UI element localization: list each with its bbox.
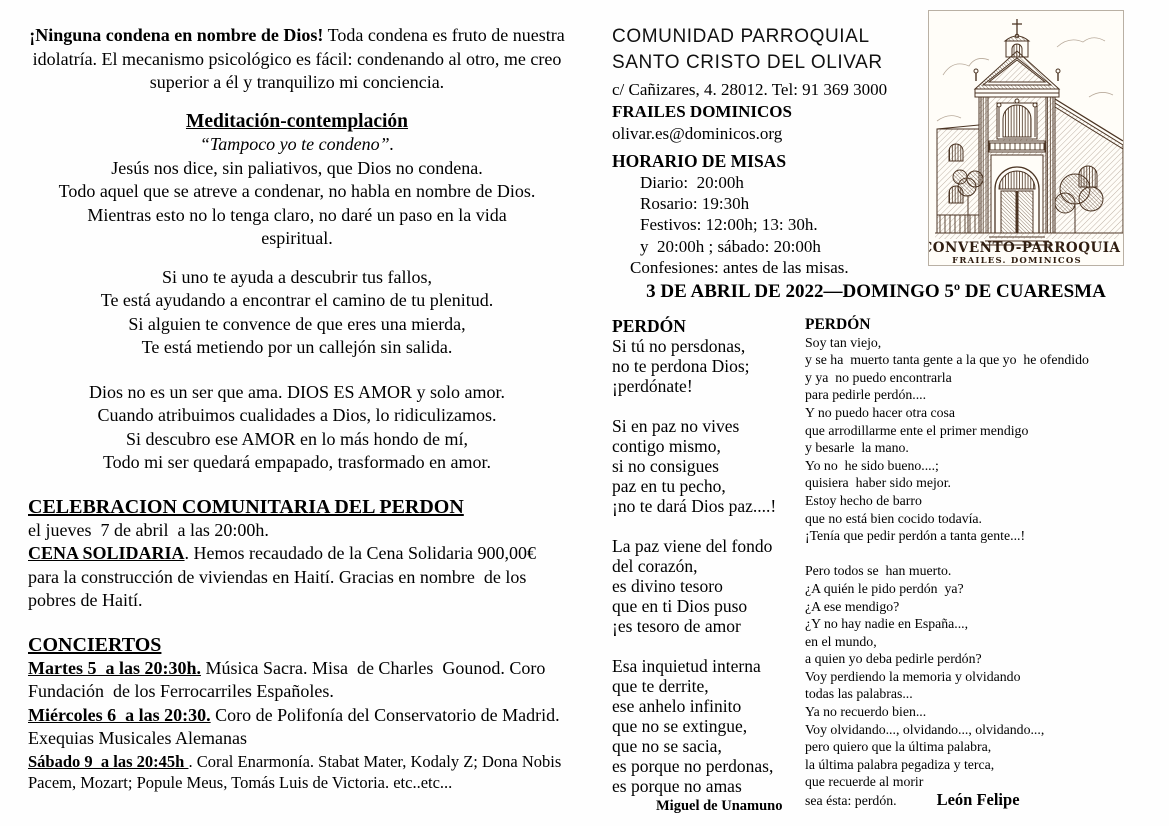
text-line: Pero todos se han muerto. — [805, 563, 952, 579]
celebracion-heading: CELEBRACION COMUNITARIA DEL PERDON — [28, 495, 464, 518]
text-line: y ya no puedo encontrarla — [805, 369, 952, 385]
meditation-stanza2 — [28, 266, 566, 360]
text-line: es porque no perdonas, — [612, 756, 774, 776]
meditation-quote: “Tampoco yo te condeno”. — [199, 134, 395, 154]
concierto-martes-lead: Martes 5 a las 20:30h. — [28, 657, 201, 678]
text-line: ¡es tesoro de amor — [612, 616, 741, 636]
poem-leon-felipe-lastwords: sea ésta: perdón. — [805, 793, 897, 809]
text-line: ¡Tenía que pedir perdón a tanta gente...! — [805, 528, 1026, 544]
text-line: Mientras esto no lo tenga claro, no daré un paso en la vida — [87, 204, 507, 225]
poem-leon-felipe-author: León Felipe — [936, 790, 1020, 810]
text-line — [805, 545, 1155, 563]
poem-leon-felipe-heading: PERDÓN — [805, 316, 871, 333]
parish-name-line2: SANTO CRISTO DEL OLIVAR — [612, 52, 883, 73]
text-line: Diario: 20:00h — [640, 173, 744, 192]
church-caption-line1: CONVENTO-PARROQUIA — [929, 240, 1121, 256]
text-line: Yo no he sido bueno....; — [805, 457, 939, 473]
date-heading: 3 DE ABRIL DE 2022—DOMINGO 5º DE CUARESMA — [646, 281, 1106, 302]
text-line: no te perdona Dios; — [612, 356, 750, 376]
text-line: para pedirle perdón.... — [805, 387, 927, 403]
text-line: paz en tu pecho, — [612, 476, 726, 496]
parish-email: olivar.es@dominicos.org — [612, 124, 783, 143]
text-line: La paz viene del fondo — [612, 536, 773, 556]
concierto-miercoles — [28, 704, 566, 751]
text-line: y 20:00h ; sábado: 20:00h — [640, 236, 821, 256]
concierto-sabado-lead: Sábado 9 a las 20:45h — [28, 751, 189, 771]
text-line: Soy tan viejo, — [805, 334, 882, 350]
text-line: Festivos: 12:00h; 13: 30h. — [640, 215, 818, 235]
text-line: si no consigues — [612, 456, 719, 476]
text-line: espiritual. — [261, 228, 333, 248]
text-line: Jesús nos dice, sin paliativos, que Dios no condena. — [111, 157, 483, 178]
text-line: Voy perdiendo la memoria y olvidando — [805, 668, 1021, 684]
concierto-martes-rest: Música Sacra. Misa de Charles Gounod. Coro Fundación de los Ferrocarriles Españoles. — [28, 657, 550, 701]
poem-unamuno — [612, 316, 805, 816]
parish-address: c/ Cañizares, 4. 28012. Tel: 91 369 3000 — [612, 80, 888, 99]
text-line: Todo aquel que se atreve a condenar, no habla en nombre de Dios. — [58, 181, 536, 201]
text-line: Rosario: 19:30h — [640, 194, 750, 214]
text-line: ese anhelo infinito — [612, 696, 742, 716]
belfry-dome — [1005, 36, 1029, 41]
cena-solidaria-paragraph — [28, 542, 566, 613]
concierto-miercoles-lead: Miércoles 6 a las 20:30. — [28, 704, 211, 725]
mass-schedule-heading: HORARIO DE MISAS — [612, 151, 787, 171]
intro-lead: ¡Ninguna condena en nombre de Dios! — [29, 25, 324, 45]
concierto-sabado-rest: . Coral Enarmonía. Stabat Mater, Kodaly Z; Dona Nobis Pacem, Mozart; Popule Meus, Tomás Luis de Victoria. etc..etc... — [28, 751, 566, 792]
cross-finial — [1012, 19, 1022, 35]
text-line: ¿Y no hay nadie en España..., — [805, 616, 969, 632]
text-line: en el mundo, — [805, 633, 877, 649]
text-line: Cuando atribuimos cualidades a Dios, lo ridiculizamos. — [97, 405, 497, 425]
text-line: que recuerde al morir — [805, 774, 924, 790]
text-line: y besarle la mano. — [805, 440, 909, 456]
text-line: ¿A ese mendigo? — [805, 598, 900, 614]
mass-schedule — [612, 150, 849, 278]
text-line: todas las palabras... — [805, 686, 913, 702]
text-line — [612, 636, 805, 656]
text-line: Si en paz no vives — [612, 416, 740, 436]
conciertos-section — [28, 633, 566, 793]
text-line: que te derrite, — [612, 676, 709, 696]
text-line: del corazón, — [612, 556, 698, 576]
text-line: que no está bien cocido todavía. — [805, 510, 983, 526]
parish-info — [612, 79, 887, 145]
text-line: Todo mi ser quedará empapado, trasformado en amor. — [102, 452, 492, 472]
text-line: Si alguien te convence de que eres una mierda, — [128, 313, 466, 334]
text-line: Y no puedo hacer otra cosa — [805, 404, 956, 420]
text-line: ¡perdónate! — [612, 376, 693, 396]
text-line: es divino tesoro — [612, 576, 723, 596]
text-line: Si descubro ese AMOR en lo más hondo de mí, — [126, 428, 468, 449]
church-caption-line2: FRAILES. DOMINICOS — [952, 256, 1082, 265]
poem-leon-felipe — [805, 316, 1155, 810]
cena-solidaria-lead: CENA SOLIDARIA — [28, 543, 185, 563]
text-line: Ya no recuerdo bien... — [805, 704, 927, 720]
text-line: a quien yo deba pedirle perdón? — [805, 651, 982, 667]
text-line: ¡no te dará Dios paz....! — [612, 496, 777, 516]
text-line: ¿A quién le pido perdón ya? — [805, 580, 964, 596]
celebracion-date-line: el jueves 7 de abril a las 20:00h. — [28, 519, 269, 540]
poem-unamuno-author: Miguel de Unamuno — [656, 798, 783, 814]
celebracion-section — [28, 495, 566, 613]
parish-header — [612, 24, 887, 145]
poem-unamuno-heading: PERDÓN — [612, 316, 686, 336]
poem-unamuno-lines — [612, 336, 805, 796]
text-line: Voy olvidando..., olvidando..., olvidando..., — [805, 721, 1045, 737]
concierto-martes — [28, 657, 566, 704]
mass-schedule-lines — [612, 172, 849, 278]
text-line: la última palabra pegadiza y terca, — [805, 756, 995, 772]
text-line: contigo mismo, — [612, 436, 721, 456]
intro-paragraph — [28, 24, 570, 95]
concierto-miercoles-rest: Coro de Polifonía del Conservatorio de Madrid. Exequias Musicales Alemanas — [28, 704, 565, 748]
text-line: Te está metiendo por un callejón sin salida. — [141, 337, 453, 357]
conciertos-heading: CONCIERTOS — [28, 633, 162, 656]
text-line: que no se extingue, — [612, 716, 748, 736]
text-line: que arrodillarme ente el primer mendigo — [805, 422, 1029, 438]
text-line — [612, 516, 805, 536]
intro-rest: Toda condena es fruto de nuestra idolatría. El mecanismo psicológico es fácil: condenando al otro, me creo superior a él y tranquilizo mi conciencia. — [32, 25, 570, 92]
meditation-stanza3 — [28, 381, 566, 475]
meditation-lines — [28, 157, 566, 251]
parish-order: FRAILES DOMINICOS — [612, 102, 792, 121]
left-column — [28, 24, 570, 793]
cena-solidaria-rest: . Hemos recaudado de la Cena Solidaria 900,00€ para la construcción de viviendas en Haití. Gracias en nombre de los pobres de Haití. — [28, 543, 541, 610]
text-line: quisiera haber sido mejor. — [805, 475, 951, 491]
text-line: que en ti Dios puso — [612, 596, 748, 616]
text-line: Estoy hecho de barro — [805, 492, 922, 508]
meditation-heading: Meditación-contemplación — [185, 110, 409, 132]
text-line: que no se sacia, — [612, 736, 722, 756]
text-line: es porque no amas — [612, 776, 742, 796]
text-line: Esa inquietud interna — [612, 656, 761, 676]
text-line: Confesiones: antes de las misas. — [630, 257, 849, 277]
poem-leon-felipe-lines — [805, 334, 1155, 791]
text-line: Si uno te ayuda a descubrir tus fallos, — [162, 266, 432, 287]
church-drawing — [928, 10, 1124, 266]
poem-leon-felipe-lastline — [805, 791, 1155, 810]
text-line: Dios no es un ser que ama. DIOS ES AMOR y solo amor. — [89, 381, 505, 402]
text-line — [612, 396, 805, 416]
parish-name-line1: COMUNIDAD PARROQUIAL — [612, 26, 870, 47]
text-line: Te está ayudando a encontrar el camino de tu plenitud. — [100, 290, 494, 310]
church-sketch-svg — [929, 11, 1123, 265]
text-line: Si tú no persdonas, — [612, 336, 746, 356]
text-line: pero quiero que la última palabra, — [805, 739, 992, 755]
concierto-sabado — [28, 751, 566, 793]
text-line: y se ha muerto tanta gente a la que yo he ofendido — [805, 352, 1089, 368]
